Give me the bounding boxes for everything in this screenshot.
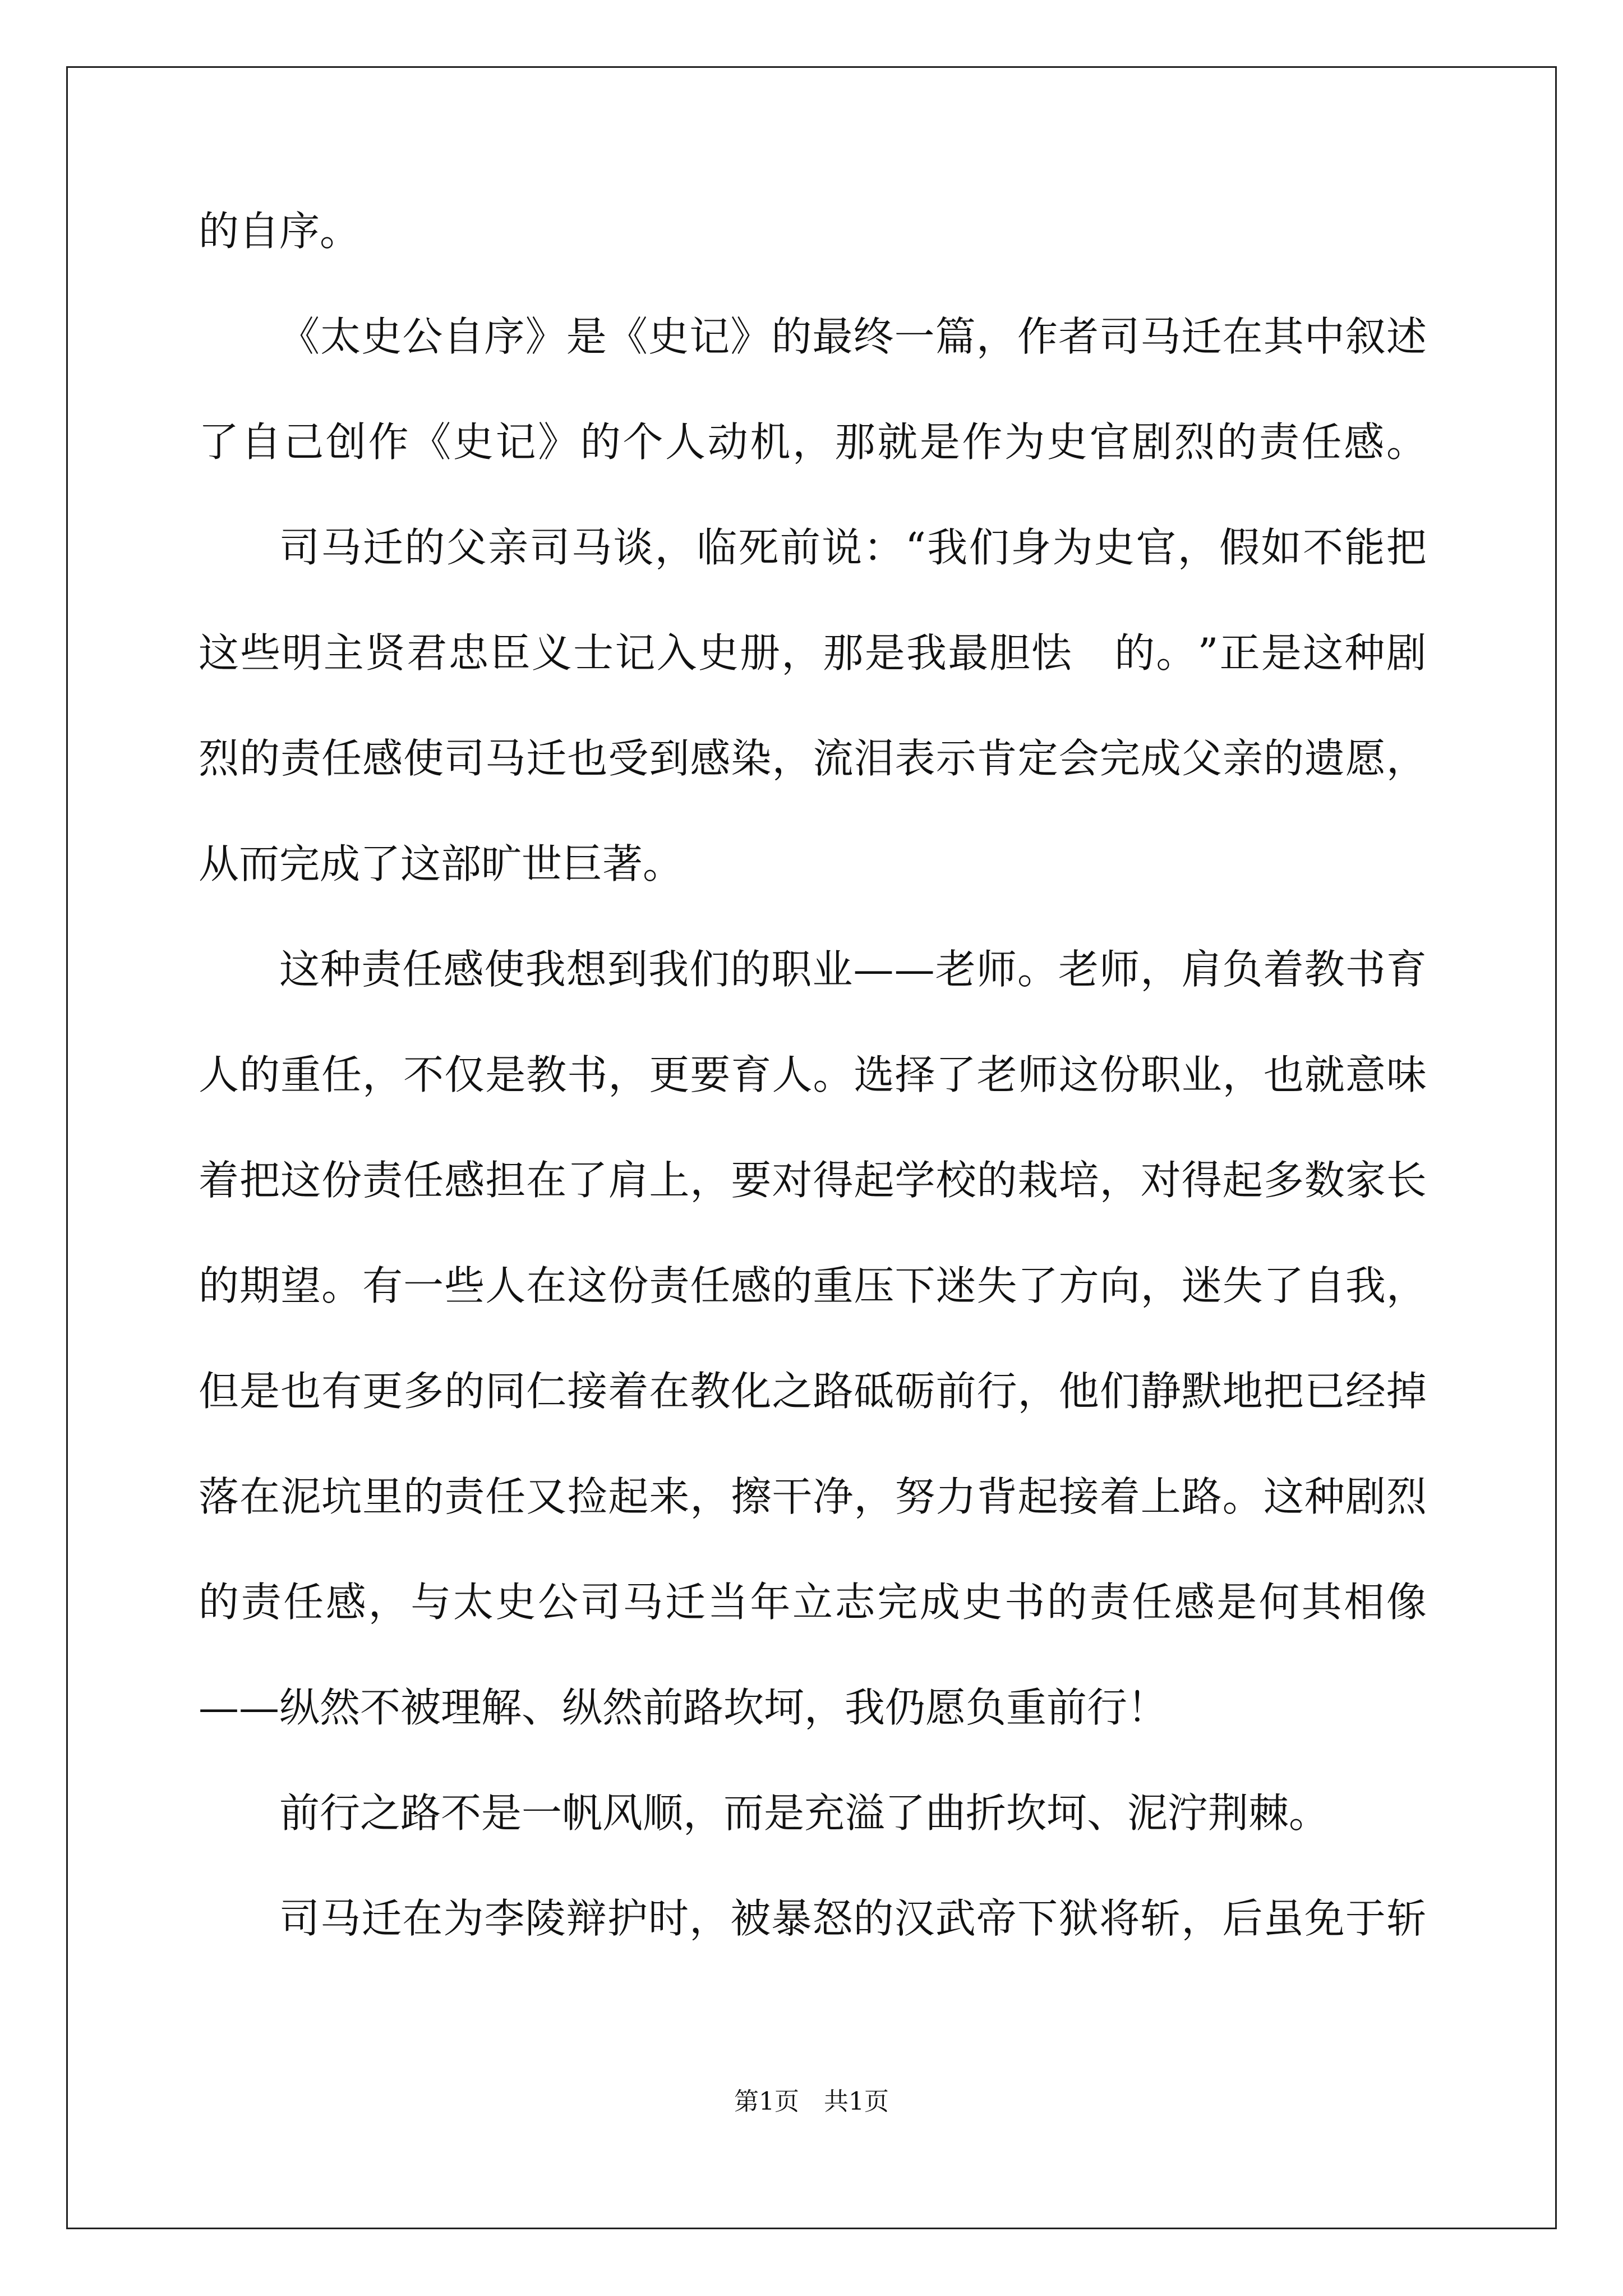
- text-line: 这 种 责 任 感 使 我 想 到 我 们 的 职 业 — — 老 师 。 老 师 ， 肩 负 着 教 书 育: [279, 946, 1427, 993]
- text-line: 《 太 史 公 自 序 》 是 《 史 记 》 的 最 终 一 篇 ， 作 者 司 马 迁 在 其 中 叙 述: [279, 313, 1427, 360]
- text-line: 这 些 明 主 贤 君 忠 臣 义 士 记 入 史 册 ， 那 是 我 最 胆 怯 的 。 ” 正 是 这 种 剧: [199, 629, 1427, 677]
- page-footer: [0, 2088, 1623, 2116]
- text-line: 了 自 己 创 作 《 史 记 》 的 个 人 动 机 ， 那 就 是 作 为 史 官 剧 烈 的 责 任 感 。: [199, 418, 1427, 466]
- text-line: ——纵然不被理解、纵然前路坎坷，我仍愿负重前行！: [199, 1684, 1168, 1731]
- text-line: 司 马 迁 在 为 李 陵 辩 护 时 ， 被 暴 怒 的 汉 武 帝 下 狱 将 斩 ， 后 虽 免 于 斩: [279, 1895, 1427, 1942]
- text-line: 烈 的 责 任 感 使 司 马 迁 也 受 到 感 染 ， 流 泪 表 示 肯 定 会 完 成 父 亲 的 遗 愿 ，: [199, 735, 1427, 782]
- text-line: 从而完成了这部旷世巨著。: [199, 840, 684, 887]
- document-body: [199, 208, 1427, 2004]
- text-line: 司 马 迁 的 父 亲 司 马 谈 ， 临 死 前 说 ： “ 我 们 身 为 史 官 ， 假 如 不 能 把: [279, 524, 1427, 571]
- text-line: 的自序。: [199, 208, 361, 255]
- text-line: 但 是 也 有 更 多 的 同 仁 接 着 在 教 化 之 路 砥 砺 前 行 ， 他 们 静 默 地 把 已 经 掉: [199, 1368, 1427, 1415]
- text-line: 人 的 重 任 ， 不 仅 是 教 书 ， 更 要 育 人 。 选 择 了 老 师 这 份 职 业 ， 也 就 意 味: [199, 1051, 1427, 1098]
- text-line: 的 责 任 感 ， 与 太 史 公 司 马 迁 当 年 立 志 完 成 史 书 的 责 任 感 是 何 其 相 像: [199, 1579, 1427, 1626]
- page-number-label: 第1页 共1页: [734, 2087, 889, 2116]
- text-line: 前行之路不是一帆风顺，而是充溢了曲折坎坷、泥泞荆棘。: [279, 1789, 1330, 1837]
- text-line: 着 把 这 份 责 任 感 担 在 了 肩 上 ， 要 对 得 起 学 校 的 栽 培 ， 对 得 起 多 数 家 长: [199, 1157, 1427, 1204]
- text-line: 的 期 望 。 有 一 些 人 在 这 份 责 任 感 的 重 压 下 迷 失 了 方 向 ， 迷 失 了 自 我 ，: [199, 1262, 1427, 1309]
- text-line: 落 在 泥 坑 里 的 责 任 又 捡 起 来 ， 擦 干 净 ， 努 力 背 起 接 着 上 路 。 这 种 剧 烈: [199, 1473, 1427, 1520]
